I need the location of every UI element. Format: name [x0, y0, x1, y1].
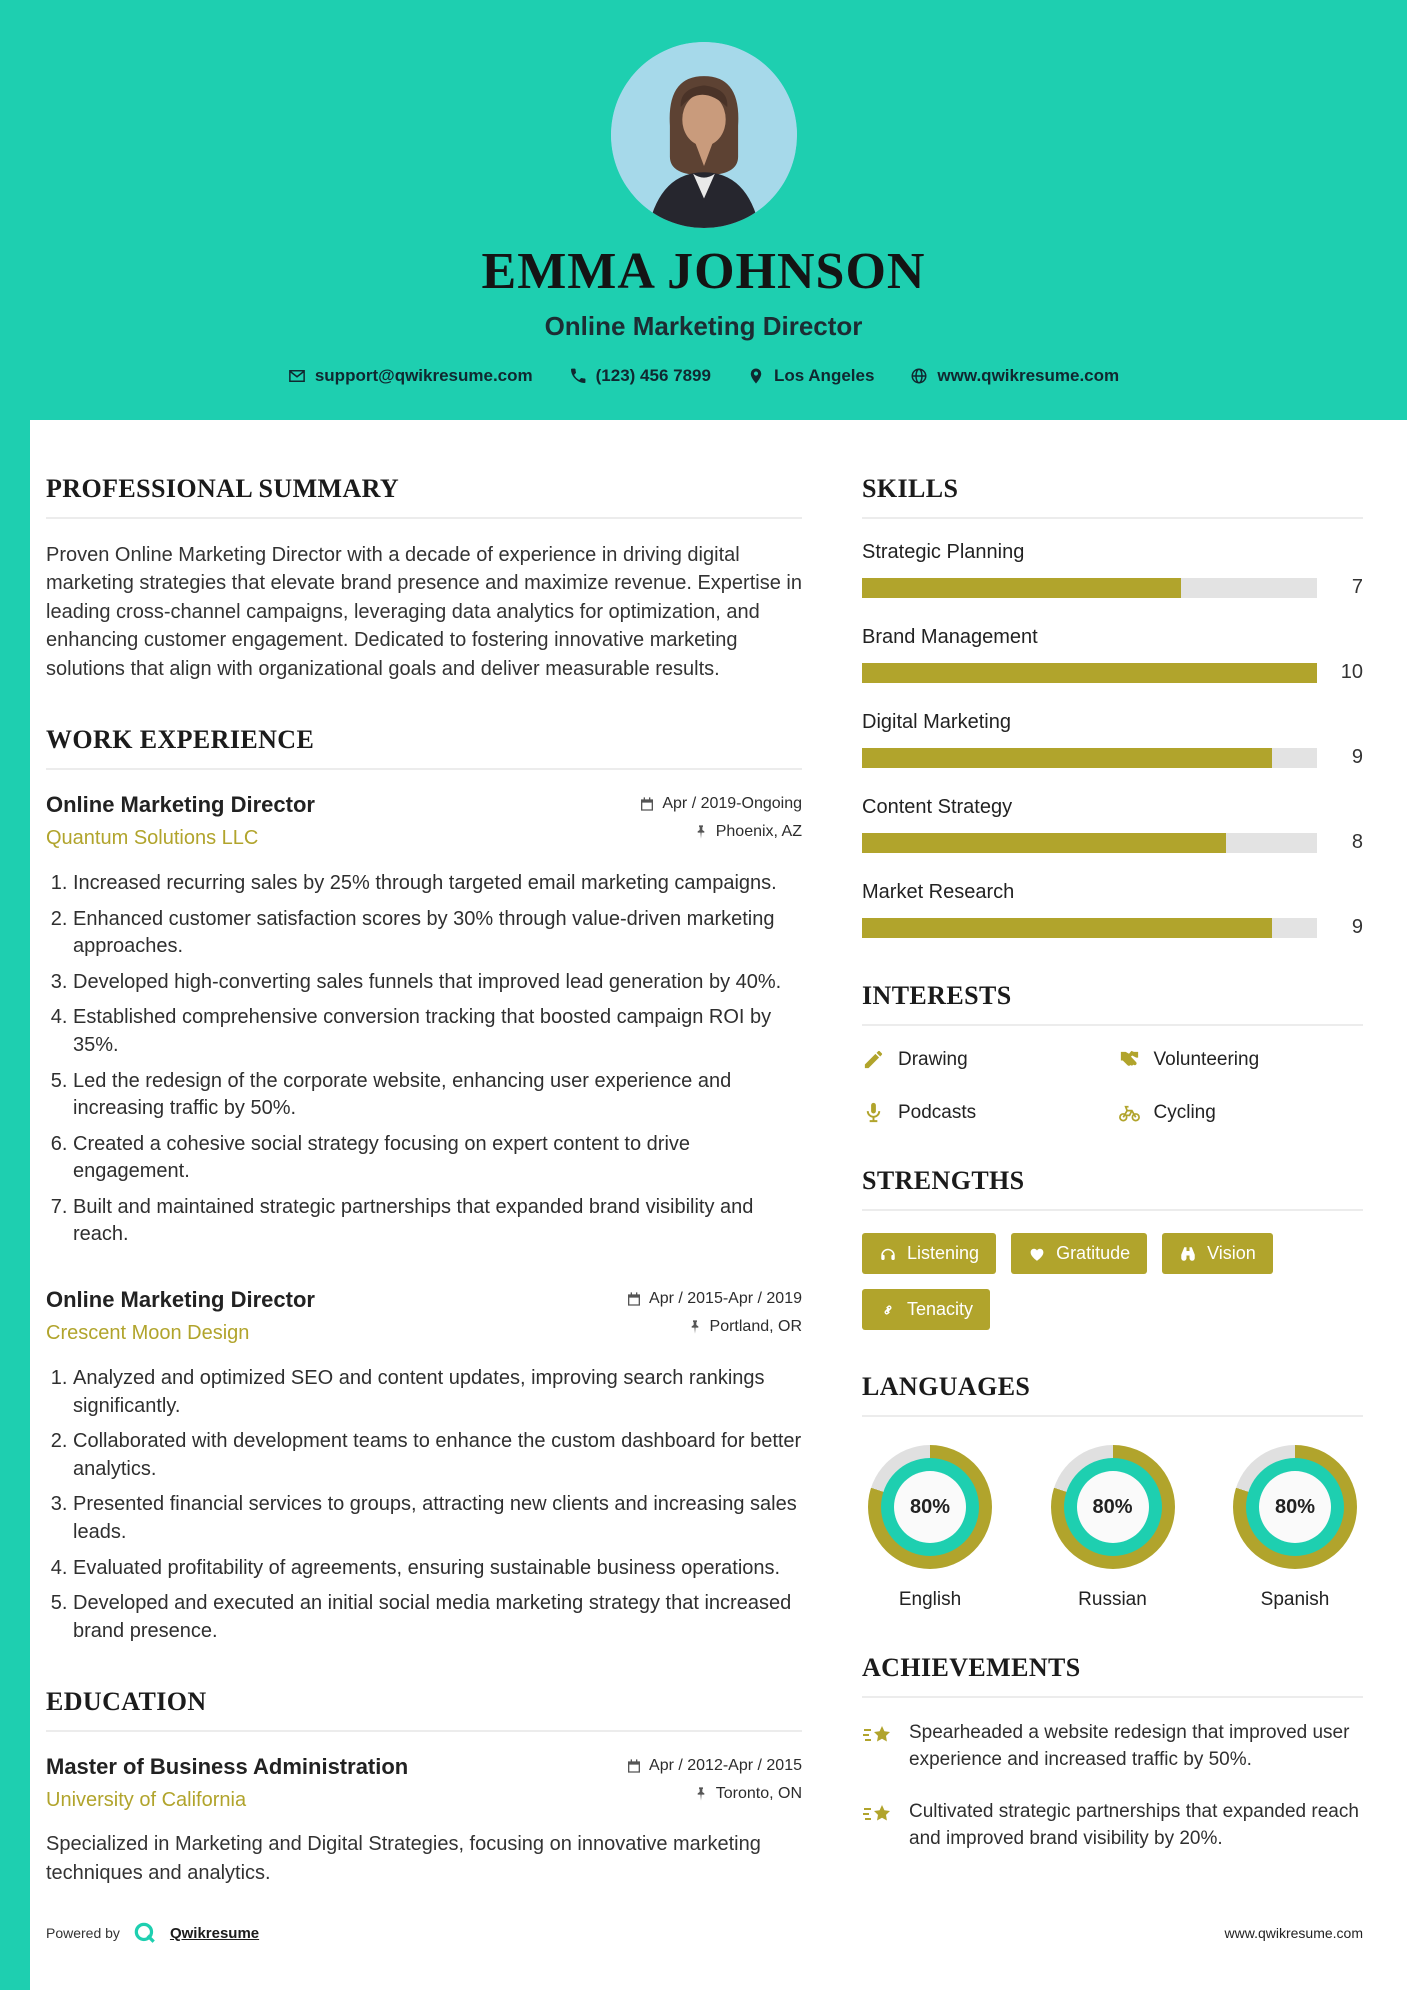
language-percent: 80% [1259, 1471, 1331, 1543]
job-header [46, 1287, 802, 1345]
degree-title: Master of Business Administration [46, 1754, 409, 1780]
skill-item [862, 541, 1363, 599]
pushpin-icon [693, 824, 709, 840]
skill-bar-row [862, 916, 1363, 939]
job-bullet: 2. Collaborated with development teams to enhance the custom dashboard for better analytics. [73, 1428, 802, 1483]
languages-heading: LANGUAGES [862, 1372, 1031, 1401]
job-header-left [46, 1287, 315, 1345]
skill-bar-row [862, 576, 1363, 599]
pushpin-icon [693, 1786, 709, 1802]
contact-phone-text: (123) 456 7899 [595, 366, 711, 385]
language-name: Russian [1078, 1589, 1147, 1610]
interest-item [1118, 1101, 1364, 1124]
contact-email-text: support@qwikresume.com [314, 366, 533, 385]
headphones-icon [879, 1245, 897, 1263]
job-location [687, 1318, 802, 1336]
footer [46, 1920, 1363, 1946]
section-education [46, 1687, 802, 1887]
language-item [1233, 1445, 1357, 1611]
job-meta [626, 1287, 802, 1336]
job-bullet: 3. Developed high-converting sales funnels that improved lead generation by 40%. [73, 969, 802, 997]
skill-name: Strategic Planning [862, 541, 1025, 563]
sidebar-column [862, 474, 1363, 1929]
section-professional-summary [46, 474, 802, 683]
shooting-star-icon [862, 1802, 894, 1828]
divider [862, 1024, 1363, 1026]
section-languages [862, 1372, 1363, 1611]
divider [862, 1696, 1363, 1698]
candidate-title: Online Marketing Director [544, 311, 863, 341]
interest-item [862, 1048, 1108, 1071]
skill-value: 8 [1351, 831, 1363, 853]
contact-website-text: www.qwikresume.com [937, 366, 1120, 385]
skill-value: 9 [1351, 746, 1363, 768]
job-dates [639, 795, 802, 813]
job-header-left [46, 792, 315, 850]
skill-item [862, 711, 1363, 769]
interests-heading: INTERESTS [862, 981, 1012, 1010]
pushpin-icon [687, 1319, 703, 1335]
language-item [1051, 1445, 1175, 1611]
job-bullet: 1. Analyzed and optimized SEO and content updates, improving search rankings significantly. [73, 1365, 802, 1420]
powered-by-label: Powered by [46, 1925, 120, 1941]
job-location-text: Phoenix, AZ [715, 822, 802, 840]
job-dates-text: Apr / 2019-Ongoing [662, 794, 802, 812]
strength-label: Vision [1207, 1243, 1256, 1263]
skill-value: 9 [1351, 916, 1363, 938]
skill-item [862, 881, 1363, 939]
interest-label: Volunteering [1153, 1048, 1260, 1070]
education-location-text: Toronto, ON [715, 1785, 802, 1803]
interest-item [862, 1101, 1108, 1124]
language-percent: 80% [894, 1471, 966, 1543]
skill-value: 7 [1351, 576, 1363, 598]
job-bullet: 4. Established comprehensive conversion tracking that boosted campaign ROI by 35%. [73, 1004, 802, 1059]
footer-website-link[interactable]: www.qwikresume.com [1224, 1925, 1363, 1941]
skill-item [862, 796, 1363, 854]
skills-heading: SKILLS [862, 474, 959, 503]
job-bullet: 5. Led the redesign of the corporate website, enhancing user experience and increasing traffic by 50%. [73, 1068, 802, 1123]
skill-bar-fill [862, 918, 1272, 938]
donut-inner-ring [881, 1458, 979, 1556]
bicycle-icon [1118, 1101, 1141, 1124]
education-heading: EDUCATION [46, 1687, 207, 1717]
strengths-tags [862, 1233, 1363, 1330]
summary-heading: PROFESSIONAL SUMMARY [46, 474, 400, 503]
achievement-item [862, 1720, 1363, 1773]
education-header-left [46, 1754, 408, 1812]
section-achievements [862, 1653, 1363, 1852]
interest-item [1118, 1048, 1364, 1071]
heart-icon [1028, 1245, 1046, 1263]
section-work-experience [46, 725, 802, 1645]
calendar-icon [639, 796, 655, 812]
job-bullet: 2. Enhanced customer satisfaction scores by 30% through value-driven marketing approaches. [73, 906, 802, 961]
skill-name: Brand Management [862, 626, 1038, 648]
education-meta [626, 1754, 802, 1803]
skill-bar-track [862, 578, 1317, 598]
summary-text: Proven Online Marketing Director with a decade of experience in driving digital marketing strategies that elevate brand presence and maximize revenue. Expertise in leading cross-channel campaigns, leveraging data analytics for optimization, and enhancing customer engagement. Dedicated to fostering innovative marketing solutions that align with organizational goals and deliver measurable results. [46, 544, 802, 680]
globe-icon [910, 367, 928, 385]
contact-website[interactable] [910, 366, 1119, 386]
job-bullet: 4. Evaluated profitability of agreements, ensuring sustainable business operations. [73, 1555, 802, 1583]
language-name: English [898, 1589, 962, 1610]
strength-tag [862, 1289, 990, 1330]
skill-bar-fill [862, 833, 1226, 853]
portrait-illustration [611, 42, 797, 228]
language-name: Spanish [1260, 1589, 1330, 1610]
divider [862, 1415, 1363, 1417]
skill-bar-track [862, 833, 1317, 853]
candidate-name: EMMA JOHNSON [481, 243, 926, 300]
calendar-icon [626, 1758, 642, 1774]
section-skills [862, 474, 1363, 939]
contact-phone[interactable] [569, 366, 711, 386]
interest-label: Drawing [898, 1048, 968, 1070]
skill-bar-fill [862, 748, 1272, 768]
strength-tag [1011, 1233, 1147, 1274]
skill-name: Digital Marketing [862, 711, 1011, 733]
education-location [693, 1785, 802, 1803]
education-dates [626, 1757, 802, 1775]
job-dates [626, 1290, 802, 1308]
avatar [611, 42, 797, 228]
phone-icon [569, 367, 587, 385]
job-location-text: Portland, OR [709, 1318, 802, 1336]
divider [46, 517, 802, 519]
skill-bar-row [862, 746, 1363, 769]
contact-email[interactable] [288, 366, 533, 386]
strength-label: Tenacity [907, 1299, 974, 1319]
strengths-heading: STRENGTHS [862, 1166, 1025, 1195]
main-column [46, 474, 802, 1929]
chain-link-icon [879, 1301, 897, 1319]
achievement-text: Spearheaded a website redesign that improved user experience and increased traffic by 50%. [909, 1722, 1350, 1770]
job-bullet: 3. Presented financial services to groups, attracting new clients and increasing sales leads. [73, 1491, 802, 1546]
education-dates-text: Apr / 2012-Apr / 2015 [649, 1757, 802, 1775]
skill-bar-track [862, 748, 1317, 768]
email-icon [288, 367, 306, 385]
divider [46, 1730, 802, 1732]
job-entry [46, 1287, 802, 1645]
languages-row [862, 1439, 1363, 1611]
pencil-icon [862, 1048, 885, 1071]
job-company: Quantum Solutions LLC [46, 826, 259, 849]
contact-location[interactable] [747, 366, 874, 386]
job-bullet-list [46, 870, 802, 1249]
interests-grid [862, 1048, 1363, 1124]
skill-bar-row [862, 661, 1363, 684]
divider [46, 768, 802, 770]
skill-bar-fill [862, 663, 1317, 683]
job-dates-text: Apr / 2015-Apr / 2019 [649, 1290, 802, 1308]
location-icon [747, 367, 765, 385]
language-donut-chart [868, 1445, 992, 1569]
section-interests [862, 981, 1363, 1124]
skill-bar-fill [862, 578, 1181, 598]
content [0, 420, 1407, 1929]
footer-branding [46, 1920, 259, 1946]
job-bullet: 5. Developed and executed an initial social media marketing strategy that increased brand presence. [73, 1590, 802, 1645]
job-company: Crescent Moon Design [46, 1322, 250, 1345]
job-title: Online Marketing Director [46, 791, 315, 817]
microphone-icon [862, 1101, 885, 1124]
language-donut-chart [1233, 1445, 1357, 1569]
strength-tag [1162, 1233, 1273, 1274]
experience-heading: WORK EXPERIENCE [46, 724, 315, 754]
job-meta [639, 792, 802, 841]
skill-item [862, 626, 1363, 684]
job-title: Online Marketing Director [46, 1287, 315, 1313]
education-description: Specialized in Marketing and Digital Strategies, focusing on innovative marketing techniques and analytics. [46, 1833, 761, 1884]
job-bullet: 7. Built and maintained strategic partnerships that expanded brand visibility and reach. [73, 1194, 802, 1249]
job-bullet: 1. Increased recurring sales by 25% through targeted email marketing campaigns. [73, 870, 802, 898]
shooting-star-icon [862, 1723, 894, 1749]
skill-name: Content Strategy [862, 796, 1013, 818]
language-donut-chart [1051, 1445, 1175, 1569]
contact-bar [0, 366, 1407, 386]
job-location [693, 823, 802, 841]
handshake-icon [1118, 1048, 1141, 1071]
section-strengths [862, 1166, 1363, 1330]
language-percent: 80% [1077, 1471, 1149, 1543]
job-bullet-list [46, 1365, 802, 1645]
skill-bar-track [862, 918, 1317, 938]
calendar-icon [626, 1291, 642, 1307]
interest-label: Podcasts [898, 1101, 977, 1123]
skill-bar-track [862, 663, 1317, 683]
achievement-text: Cultivated strategic partnerships that expanded reach and improved brand visibility by 20%. [909, 1801, 1359, 1849]
binoculars-icon [1179, 1245, 1197, 1263]
skill-name: Market Research [862, 881, 1015, 903]
language-item [868, 1445, 992, 1611]
donut-inner-ring [1246, 1458, 1344, 1556]
header [0, 0, 1407, 420]
achievement-item [862, 1799, 1363, 1852]
skill-value: 10 [1340, 661, 1363, 683]
job-entry [46, 792, 802, 1249]
education-header [46, 1754, 802, 1812]
job-bullet: 6. Created a cohesive social strategy focusing on expert content to drive engagement. [73, 1131, 802, 1186]
school-name: University of California [46, 1789, 247, 1812]
interest-label: Cycling [1153, 1101, 1216, 1123]
strength-label: Listening [907, 1243, 980, 1263]
strength-tag [862, 1233, 996, 1274]
qwikresume-logo-icon [132, 1920, 158, 1946]
contact-location-text: Los Angeles [773, 366, 875, 385]
skill-bar-row [862, 831, 1363, 854]
achievements-heading: ACHIEVEMENTS [862, 1653, 1081, 1682]
divider [862, 1209, 1363, 1211]
donut-inner-ring [1064, 1458, 1162, 1556]
strength-label: Gratitude [1056, 1243, 1131, 1263]
job-header [46, 792, 802, 850]
divider [862, 517, 1363, 519]
qwikresume-link[interactable]: Qwikresume [169, 1924, 260, 1942]
